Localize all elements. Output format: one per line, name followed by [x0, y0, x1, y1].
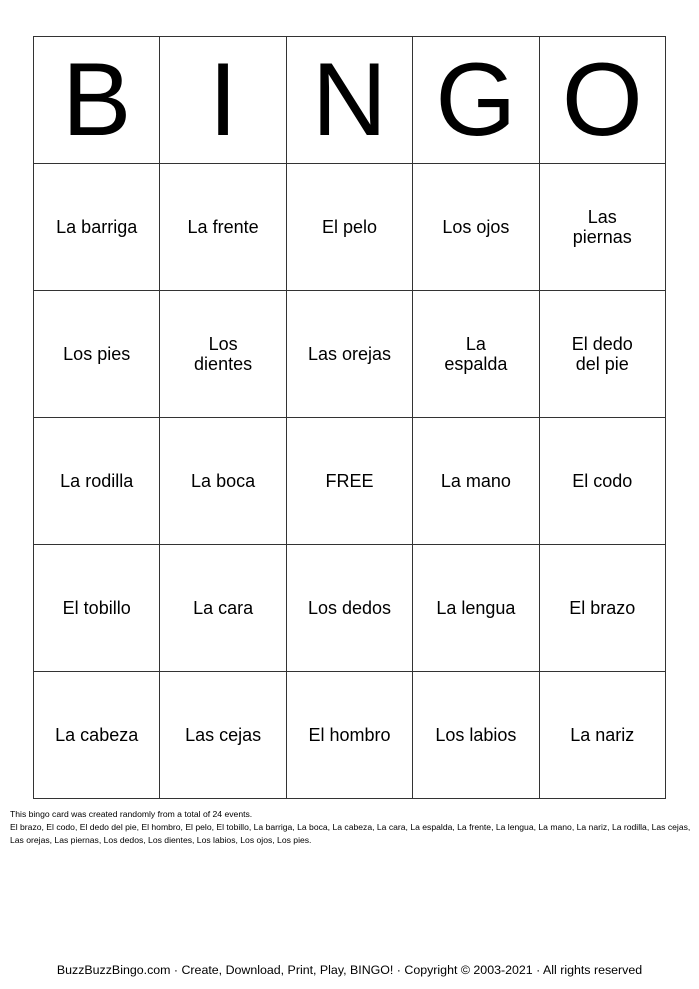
bingo-cell — [286, 164, 412, 291]
cell-text: El brazo — [569, 598, 636, 618]
bingo-cell — [34, 164, 160, 291]
cell-text: La cabeza — [55, 725, 139, 745]
bingo-cell — [286, 545, 412, 672]
bingo-cell — [413, 545, 539, 672]
cell-text: Los dedos — [307, 598, 392, 618]
header-letter-g: G — [413, 37, 539, 164]
event-list: El brazo, El codo, El dedo del pie, El hombro, El pelo, El tobillo, La barriga, La boca, La cabeza, La cara, La espalda, La frente, La lengua, La mano, La nariz, La rodilla, Las cejas, Las orejas, Las piernas, Los dedos, Los dientes, Los labios, Los ojos, Los pies. — [10, 822, 691, 845]
cell-text: La espalda — [444, 334, 508, 374]
cell-text: La lengua — [436, 598, 516, 618]
bingo-cell — [539, 418, 665, 545]
cell-text: Los labios — [435, 725, 517, 745]
bingo-cell — [34, 418, 160, 545]
cell-text: La barriga — [56, 217, 138, 237]
bingo-cell — [539, 291, 665, 418]
header-letter-b: B — [34, 37, 160, 164]
cell-text: El hombro — [308, 725, 391, 745]
bingo-cell — [413, 672, 539, 799]
card-creation-note: This bingo card was created randomly from a total of 24 events. — [10, 809, 253, 819]
cell-text: El pelo — [321, 217, 377, 237]
cell-text: Los dientes — [194, 334, 253, 374]
cell-text: El dedo del pie — [571, 334, 633, 374]
bingo-header-row — [34, 37, 666, 164]
bingo-cell — [34, 672, 160, 799]
free-space-text: FREE — [325, 471, 374, 491]
cell-text: Los pies — [63, 344, 131, 364]
bingo-row — [34, 418, 666, 545]
cell-text: El codo — [572, 471, 633, 491]
bingo-cell — [413, 291, 539, 418]
bingo-cell — [160, 418, 286, 545]
cell-text: El tobillo — [62, 598, 131, 618]
cell-text: La mano — [440, 471, 511, 491]
header-letter-o: O — [539, 37, 665, 164]
bingo-cell — [539, 672, 665, 799]
bingo-cell — [286, 291, 412, 418]
bingo-cell — [160, 672, 286, 799]
bingo-cell — [413, 164, 539, 291]
bingo-cell — [34, 291, 160, 418]
bingo-cell — [160, 545, 286, 672]
bingo-cell — [413, 418, 539, 545]
bingo-cell — [539, 545, 665, 672]
cell-text: Los ojos — [442, 217, 510, 237]
bingo-row — [34, 164, 666, 291]
bingo-row — [34, 672, 666, 799]
free-space-cell — [286, 418, 412, 545]
cell-text: La cara — [193, 598, 254, 618]
cell-text: Las piernas — [572, 207, 632, 247]
site-footer: BuzzBuzzBingo.com · Create, Download, Print, Play, BINGO! · Copyright © 2003-2021 · All rights reserved — [56, 963, 643, 977]
bingo-card — [33, 36, 666, 799]
cell-text: La rodilla — [60, 471, 134, 491]
cell-text: Las cejas — [185, 725, 262, 745]
header-letter-n: N — [286, 37, 412, 164]
bingo-row — [34, 545, 666, 672]
bingo-cell — [34, 545, 160, 672]
bingo-row — [34, 291, 666, 418]
bingo-cell — [539, 164, 665, 291]
bingo-cell — [160, 164, 286, 291]
cell-text: La nariz — [570, 725, 635, 745]
cell-text: Las orejas — [307, 344, 391, 364]
cell-text: La boca — [191, 471, 256, 491]
header-letter-i: I — [160, 37, 286, 164]
card-info-note — [10, 808, 692, 847]
bingo-cell — [286, 672, 412, 799]
cell-text: La frente — [187, 217, 259, 237]
bingo-cell — [160, 291, 286, 418]
